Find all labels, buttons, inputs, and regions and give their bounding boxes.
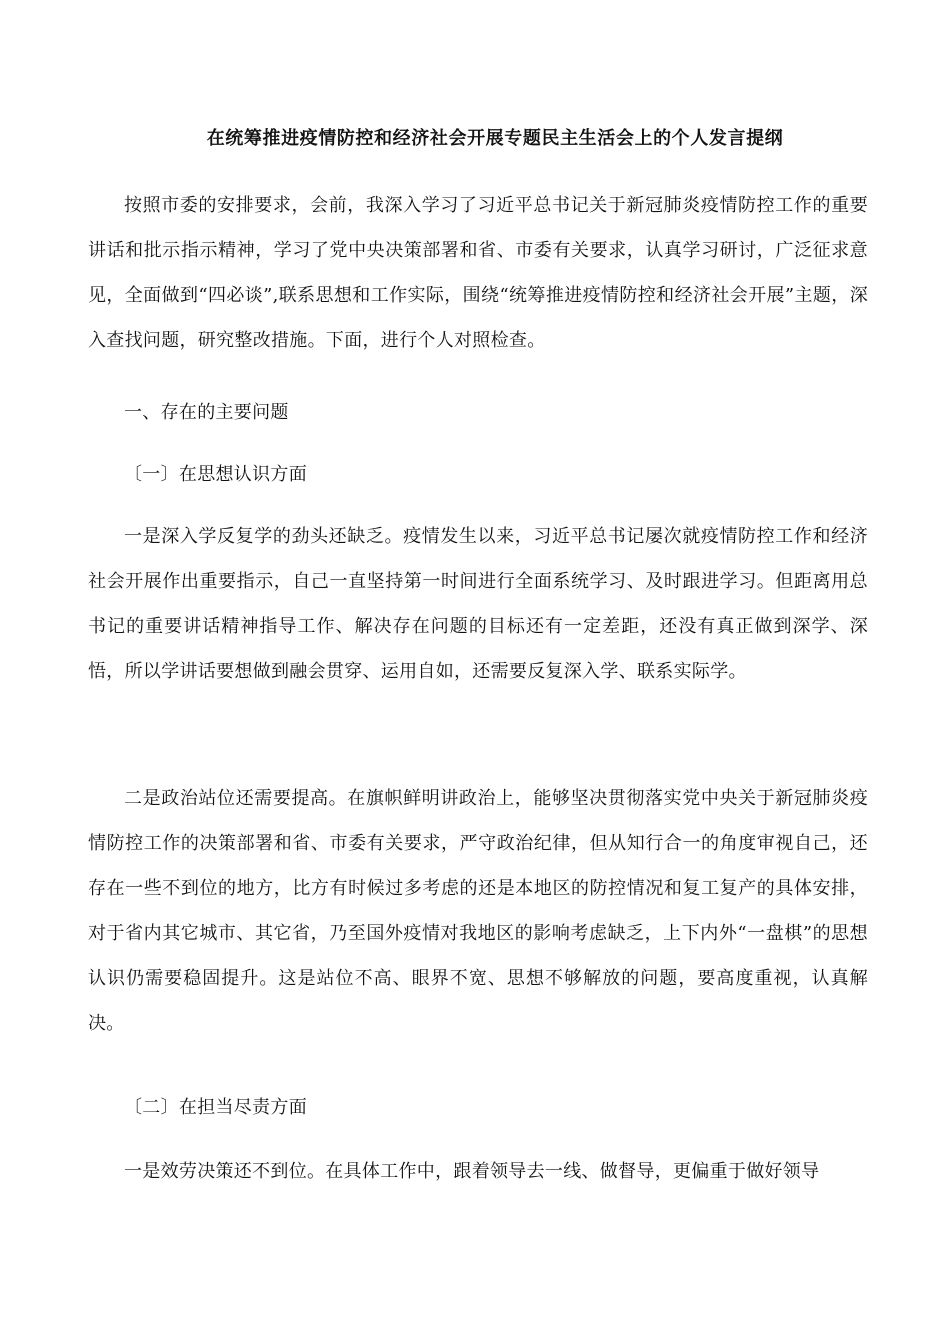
section-heading-main-problems: 一、存在的主要问题 [124,402,289,423]
document-title: 在统筹推进疫情防控和经济社会开展专题民主生活会上的个人发言提纲 [206,128,784,149]
intro-paragraph: 按照市委的安排要求，会前，我深入学习了习近平总书记关于新冠肺炎疫情防控工作的重要讲话和批示指示精神，学习了党中央决策部署和省、市委有关要求，认真学习研讨，广泛征求意见，全面做到“四必谈”,联系思想和工作实际，围绕“统筹推进疫情防控和经济社会开展”主题，深入查找问题，研究整改措施。下面，进行个人对照检查。 [88,195,868,351]
subsection-heading-ideology: 〔一〕在思想认识方面 [124,464,307,485]
subsection-heading-responsibility: 〔二〕在担当尽责方面 [124,1097,307,1118]
paragraph-service-decision: 一是效劳决策还不到位。在具体工作中，跟着领导去一线、做督导，更偏重于做好领导 [124,1161,820,1182]
paragraph-political-stance: 二是政治站位还需要提高。在旗帜鲜明讲政治上，能够坚决贯彻落实党中央关于新冠肺炎疫情防控工作的决策部署和省、市委有关要求，严守政治纪律，但从知行合一的角度审视自己，还存在一些不到位的地方，比方有时候过多考虑的还是本地区的防控情况和复工复产的具体安排，对于省内其它城市、其它省，乃至国外疫情对我地区的影响考虑缺乏，上下内外“一盘棋”的思想认识仍需要稳固提升。这是站位不高、眼界不宽、思想不够解放的问题，要高度重视，认真解决。 [88,788,868,1034]
paragraph-study-effort: 一是深入学反复学的劲头还缺乏。疫情发生以来，习近平总书记屡次就疫情防控工作和经济社会开展作出重要指示，自己一直坚持第一时间进行全面系统学习、及时跟进学习。但距离用总书记的重要讲话精神指导工作、解决存在问题的目标还有一定差距，还没有真正做到深学、深悟，所以学讲话要想做到融会贯穿、运用自如，还需要反复深入学、联系实际学。 [88,526,868,682]
